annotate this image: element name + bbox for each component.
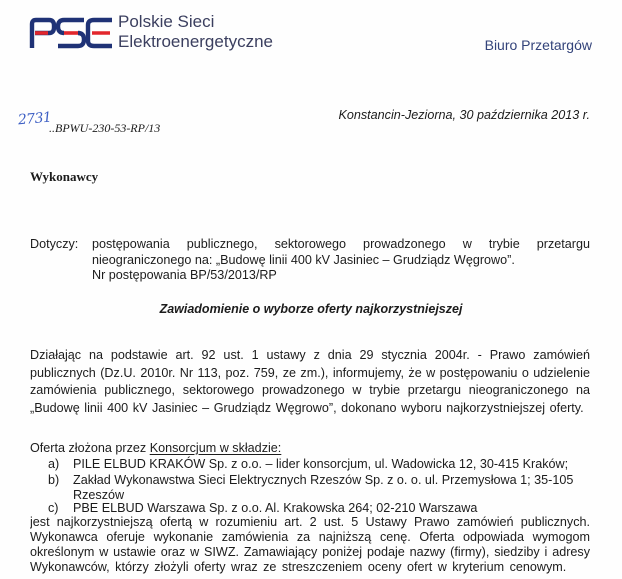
consortium-member: PBE ELBUD Warszawa Sp. z o.o. Al. Krakowska 264; 02-210 Warszawa [73,501,478,515]
reference-number: ..BPWU-230-53-RP/13 [49,121,161,135]
paragraph-line: „Budowę linii 400 kV Jasiniec – Grudziądz Węgrowo”, dokonano wyboru najkorzystniejszej oferty. [30,401,584,415]
addressee: Wykonawcy [30,169,99,184]
offer-intro-text: Oferta złożona przez [30,441,150,455]
paragraph-line: Wykonawca oferuje wykonanie zamówienia za najniższą cenę. Oferta odpowiada wymogom [30,530,590,544]
list-marker: b) [48,473,60,487]
handwritten-number: 2731 [17,109,52,129]
consortium-member: Zakład Wykonawstwa Sieci Elektrycznych Rzeszów Sp. z o. o. ul. Przemysłowa 1; 35-105 [73,473,574,487]
company-name-line2: Elektroenergetyczne [118,32,273,51]
pse-logo [29,17,113,49]
department-name: Biuro Przetargów [484,37,592,53]
subject-label: Dotyczy: [30,237,79,251]
subject-line: nieograniczonego na: „Budowę linii 400 kV Jasiniec – Grudziądz Węgrowo”. [92,253,515,267]
consortium-member-continuation: Rzeszów [73,488,125,502]
paragraph-line: określonym w ustawie oraz w SIWZ. Zamawiający poniżej podaje nazwy (firmy), siedziby i adresy [30,545,590,559]
paragraph-line: publicznych (Dz.U. 2010r. Nr 113, poz. 759, ze zm.), informujemy, że w postępowaniu o udzielenie [30,366,590,380]
paragraph-line: Wykonawców, którzy złożyli oferty wraz ze streszczeniem oceny ofert w kryterium cenowym. [30,560,567,574]
company-name-line1: Polskie Sieci [118,12,215,31]
notice-title: Zawiadomienie o wyborze oferty najkorzystniejszej [159,302,463,316]
place-and-date: Konstancin-Jeziorna, 30 października 2013 r. [338,108,590,122]
consortium-heading: Konsorcjum w składzie: [149,441,282,455]
subject-line: postępowania publicznego, sektorowego prowadzonego w trybie przetargu [92,237,590,251]
paragraph-line: zamówienia publicznego, sektorowego prowadzonego w trybie przetargu nieograniczonego na [30,383,590,397]
offer-intro [30,441,281,456]
list-marker: c) [48,501,59,515]
list-marker: a) [48,457,60,471]
paragraph-line: Działając na podstawie art. 92 ust. 1 ustawy z dnia 29 stycznia 2004r. - Prawo zamówień [30,348,590,362]
paragraph-line: jest najkorzystniejszą ofertą w rozumieniu art. 2 ust. 5 Ustawy Prawo zamówień publicznych. [30,515,590,529]
consortium-member: PILE ELBUD KRAKÓW Sp. z o.o. – lider konsorcjum, ul. Wadowicka 12, 30-415 Kraków; [73,457,569,471]
subject-line: Nr postępowania BP/53/2013/RP [92,268,277,282]
